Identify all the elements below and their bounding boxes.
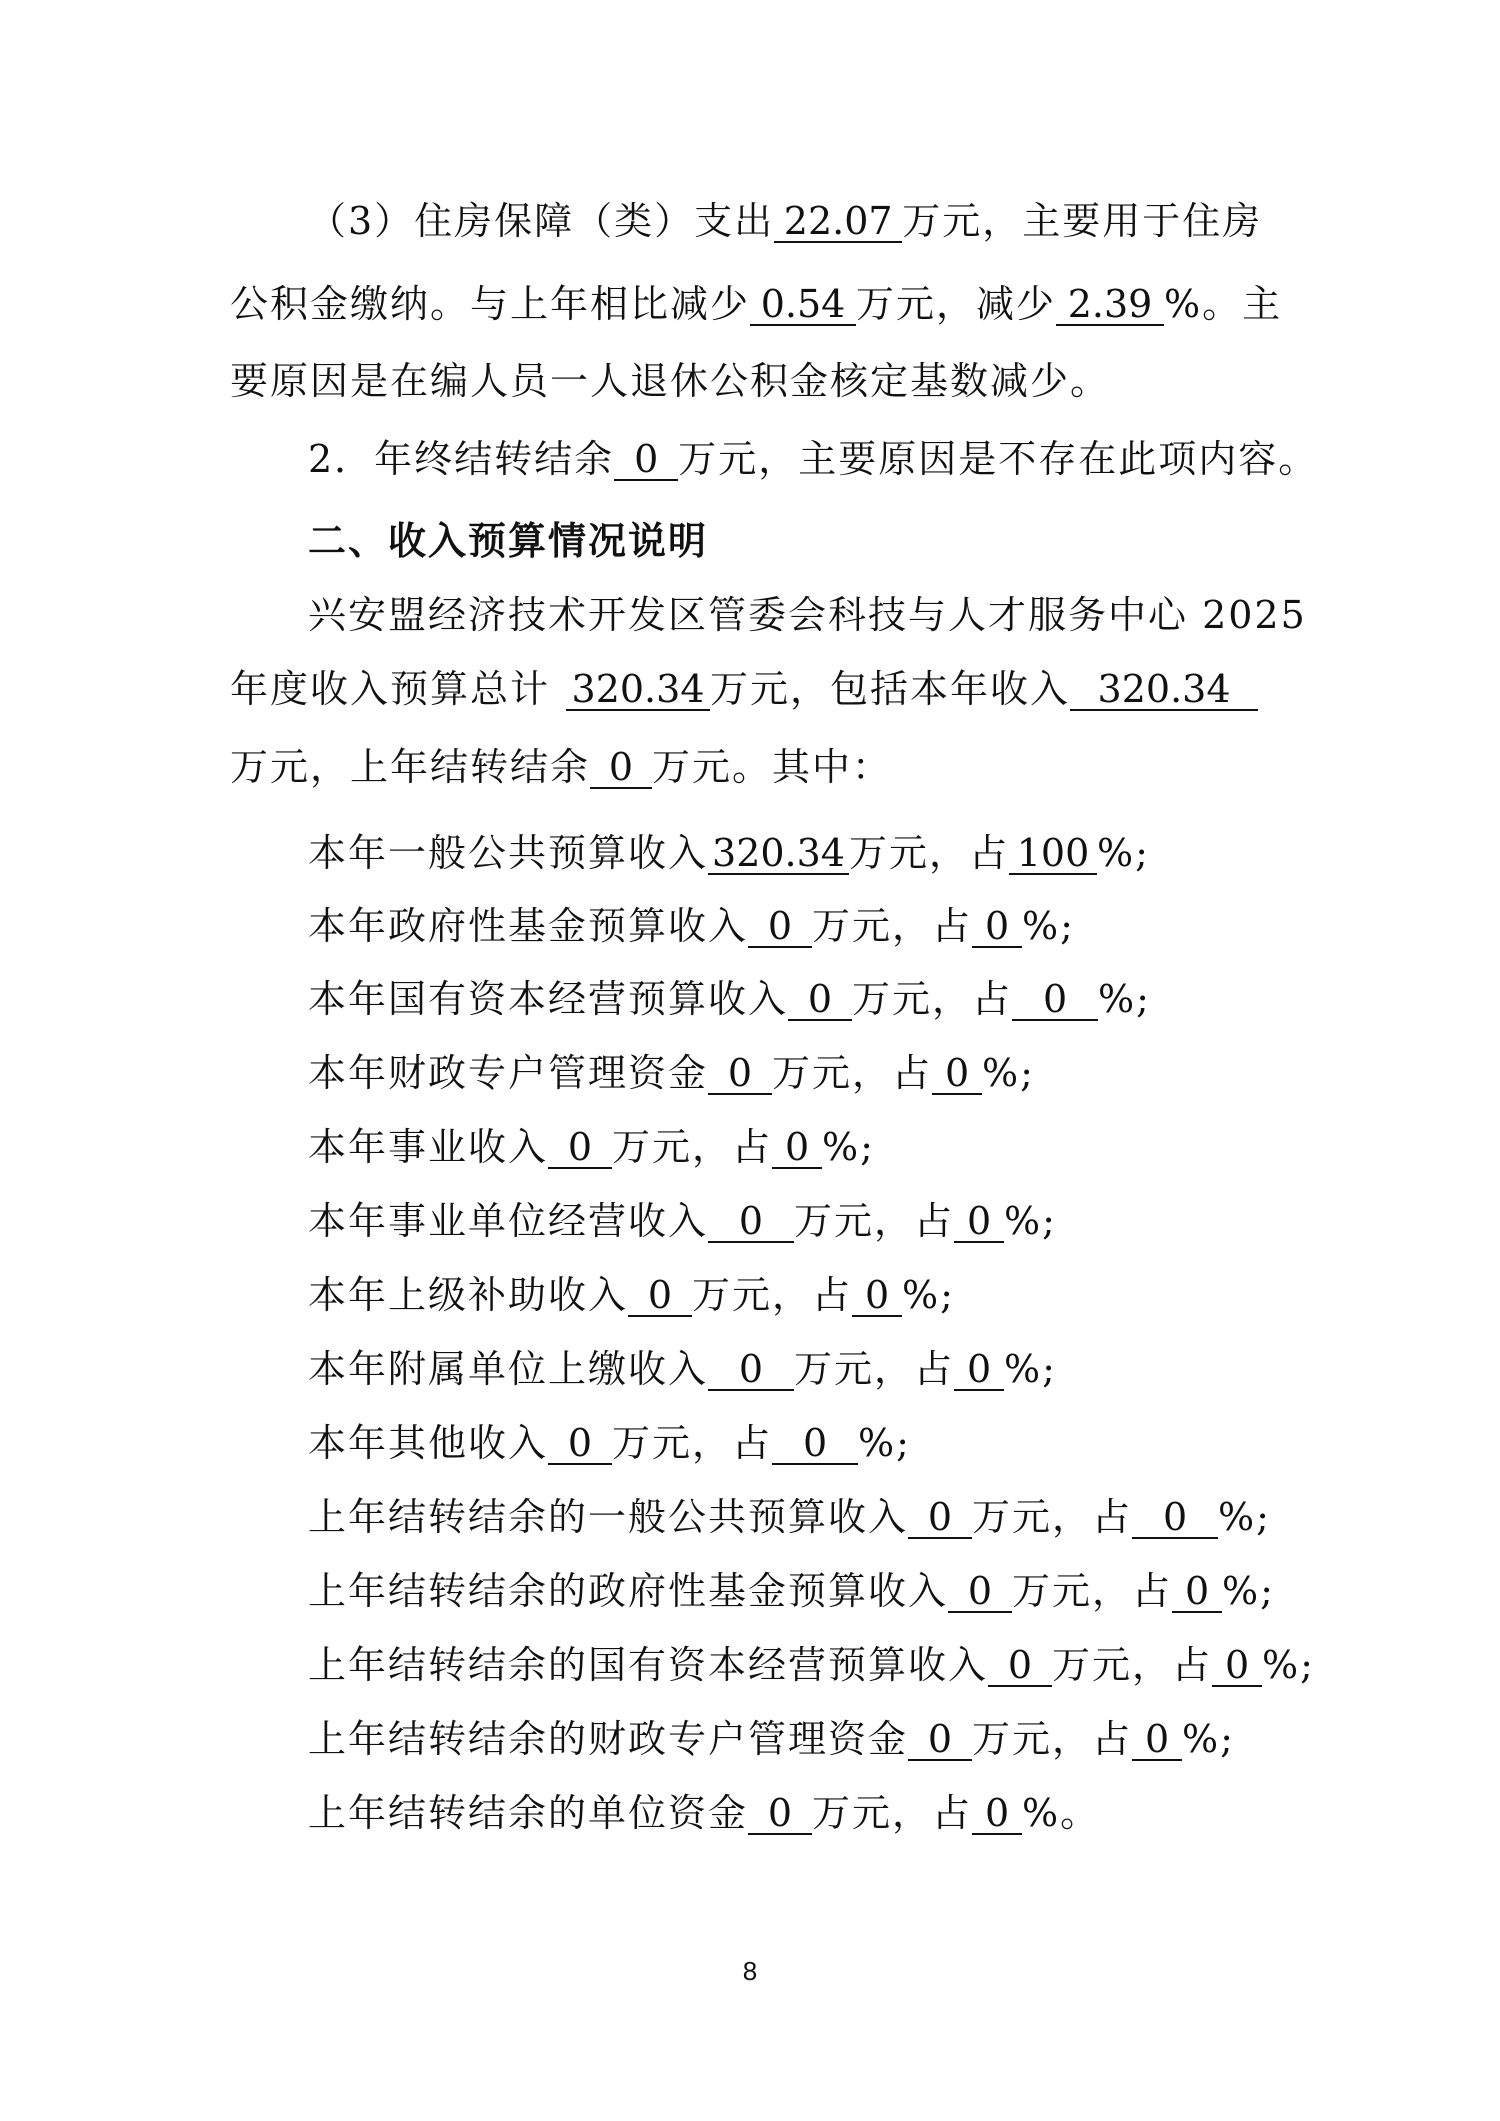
income-item-label: 本年政府性基金预算收入 [308, 904, 749, 948]
income-item-percent: 0 [972, 906, 1022, 948]
housing-paragraph-line-3 [230, 358, 1110, 404]
income-item-end: %; [858, 1421, 911, 1465]
income-item-amount: 0 [628, 1275, 692, 1317]
income-item-label: 本年国有资本经营预算收入 [308, 977, 789, 1021]
income-item-percent: 0 [1012, 979, 1098, 1021]
housing-text-5: %。主 [1164, 282, 1283, 326]
income-item [308, 1198, 1057, 1244]
income-item-amount: 0 [548, 1423, 612, 1465]
income-item-unit: 万元，占 [1052, 1643, 1213, 1687]
income-summary-line-3 [230, 744, 892, 790]
income-item-percent: 0 [772, 1423, 858, 1465]
carryover-text-1: 2．年终结转结余 [308, 437, 615, 481]
income-item-percent: 0 [972, 1793, 1022, 1835]
income-item-percent: 100 [1009, 833, 1097, 875]
income-item-unit: 万元，占 [812, 904, 973, 948]
carryover-paragraph [308, 436, 1318, 482]
income-item [308, 1568, 1275, 1614]
income-item-label: 上年结转结余的一般公共预算收入 [308, 1495, 909, 1539]
income-item [308, 1790, 1100, 1836]
income-item-amount: 0 [908, 1497, 972, 1539]
income-item [308, 830, 1150, 876]
income-item-percent: 0 [1172, 1571, 1222, 1613]
income-item-unit: 万元，占 [1012, 1569, 1173, 1613]
housing-text-6: 要原因是在编人员一人退休公积金核定基数减少。 [230, 359, 1111, 403]
income-item-end: %; [1262, 1643, 1315, 1687]
income-item-label: 本年一般公共预算收入 [308, 831, 709, 875]
income-item-percent: 0 [954, 1201, 1004, 1243]
income-summary-text-4: 万元，上年结转结余 [230, 745, 591, 789]
income-item-percent: 0 [1212, 1645, 1262, 1687]
income-item [308, 1346, 1057, 1392]
income-item-end: %; [1218, 1495, 1271, 1539]
housing-decrease-amount: 0.54 [750, 284, 856, 326]
income-item-label: 本年其他收入 [308, 1421, 549, 1465]
income-summary-line-1 [308, 592, 1307, 638]
income-item-end: %; [1022, 904, 1075, 948]
income-item-unit: 万元，占 [794, 1347, 955, 1391]
page-number: 8 [742, 1956, 758, 1986]
income-item-amount: 0 [708, 1053, 772, 1095]
current-year-income-amount: 320.34 [1070, 669, 1258, 711]
income-item-percent: 0 [1132, 1719, 1182, 1761]
income-item-label: 上年结转结余的国有资本经营预算收入 [308, 1643, 989, 1687]
income-item-amount: 0 [708, 1349, 794, 1391]
income-item-end: %; [982, 1051, 1035, 1095]
income-item-unit: 万元，占 [794, 1199, 955, 1243]
prior-year-carryover-amount: 0 [590, 747, 652, 789]
income-item-unit: 万元，占 [612, 1125, 773, 1169]
income-summary-line-2 [230, 666, 1258, 712]
income-item-label: 本年财政专户管理资金 [308, 1051, 709, 1095]
income-item-amount: 0 [988, 1645, 1052, 1687]
income-item-amount: 0 [748, 906, 812, 948]
income-item-percent: 0 [772, 1127, 822, 1169]
section-heading: 二、收入预算情况说明 [308, 519, 709, 563]
income-summary-text-2: 年度收入预算总计 [230, 667, 551, 711]
income-item [308, 1494, 1271, 1540]
housing-text-4: 万元，减少 [856, 282, 1057, 326]
income-item-amount: 0 [788, 979, 852, 1021]
income-item-label: 本年事业单位经营收入 [308, 1199, 709, 1243]
income-item-end: %; [1004, 1347, 1057, 1391]
income-item-unit: 万元，占 [972, 1717, 1133, 1761]
carryover-amount: 0 [614, 439, 678, 481]
income-total-amount: 320.34 [566, 669, 710, 711]
income-summary-text-1: 兴安盟经济技术开发区管委会科技与人才服务中心 2025 [308, 593, 1307, 637]
income-item-label: 上年结转结余的财政专户管理资金 [308, 1717, 909, 1761]
housing-paragraph-line-1 [308, 198, 1262, 244]
income-item-end: %; [1004, 1199, 1057, 1243]
income-item-unit: 万元，占 [812, 1791, 973, 1835]
income-item-label: 上年结转结余的单位资金 [308, 1791, 749, 1835]
carryover-text-2: 万元，主要原因是不存在此项内容。 [678, 437, 1319, 481]
housing-text-3: 公积金缴纳。与上年相比减少 [230, 282, 751, 326]
housing-text-1: （3）住房保障（类）支出 [308, 199, 775, 243]
income-item-amount: 0 [908, 1719, 972, 1761]
housing-amount: 22.07 [774, 201, 902, 243]
income-item-label: 本年事业收入 [308, 1125, 549, 1169]
income-item [308, 1050, 1035, 1096]
income-item [308, 903, 1075, 949]
income-item-end: %; [1098, 977, 1151, 1021]
income-item-end: %; [1097, 831, 1150, 875]
income-item-end: %; [822, 1125, 875, 1169]
income-item-label: 本年附属单位上缴收入 [308, 1347, 709, 1391]
income-item-percent: 0 [1132, 1497, 1218, 1539]
income-item-amount: 0 [548, 1127, 612, 1169]
income-item-amount: 0 [948, 1571, 1012, 1613]
income-item-percent: 0 [852, 1275, 902, 1317]
housing-text-2: 万元，主要用于住房 [902, 199, 1263, 243]
income-item-unit: 万元，占 [612, 1421, 773, 1465]
income-item-label: 上年结转结余的政府性基金预算收入 [308, 1569, 949, 1613]
income-item-percent: 0 [932, 1053, 982, 1095]
income-item-end: %; [1182, 1717, 1235, 1761]
income-item-unit: 万元，占 [772, 1051, 933, 1095]
income-item-unit: 万元，占 [852, 977, 1013, 1021]
income-summary-text-3: 万元，包括本年收入 [710, 667, 1071, 711]
income-item [308, 976, 1151, 1022]
income-summary-text-5: 万元。其中： [652, 745, 893, 789]
income-item-end: %; [1222, 1569, 1275, 1613]
income-item-unit: 万元，占 [848, 831, 1009, 875]
housing-paragraph-line-2 [230, 281, 1282, 327]
income-item [308, 1420, 911, 1466]
income-item-amount: 0 [748, 1793, 812, 1835]
housing-decrease-percent: 2.39 [1056, 284, 1164, 326]
income-item [308, 1642, 1315, 1688]
income-item-label: 本年上级补助收入 [308, 1273, 629, 1317]
income-item-unit: 万元，占 [692, 1273, 853, 1317]
income-item-unit: 万元，占 [972, 1495, 1133, 1539]
income-item [308, 1124, 875, 1170]
income-item-end: %。 [1022, 1791, 1101, 1835]
income-item-amount: 0 [708, 1201, 794, 1243]
income-item-end: %; [902, 1273, 955, 1317]
income-item-amount: 320.34 [708, 833, 849, 875]
income-item [308, 1716, 1235, 1762]
income-item-percent: 0 [954, 1349, 1004, 1391]
income-item [308, 1272, 955, 1318]
